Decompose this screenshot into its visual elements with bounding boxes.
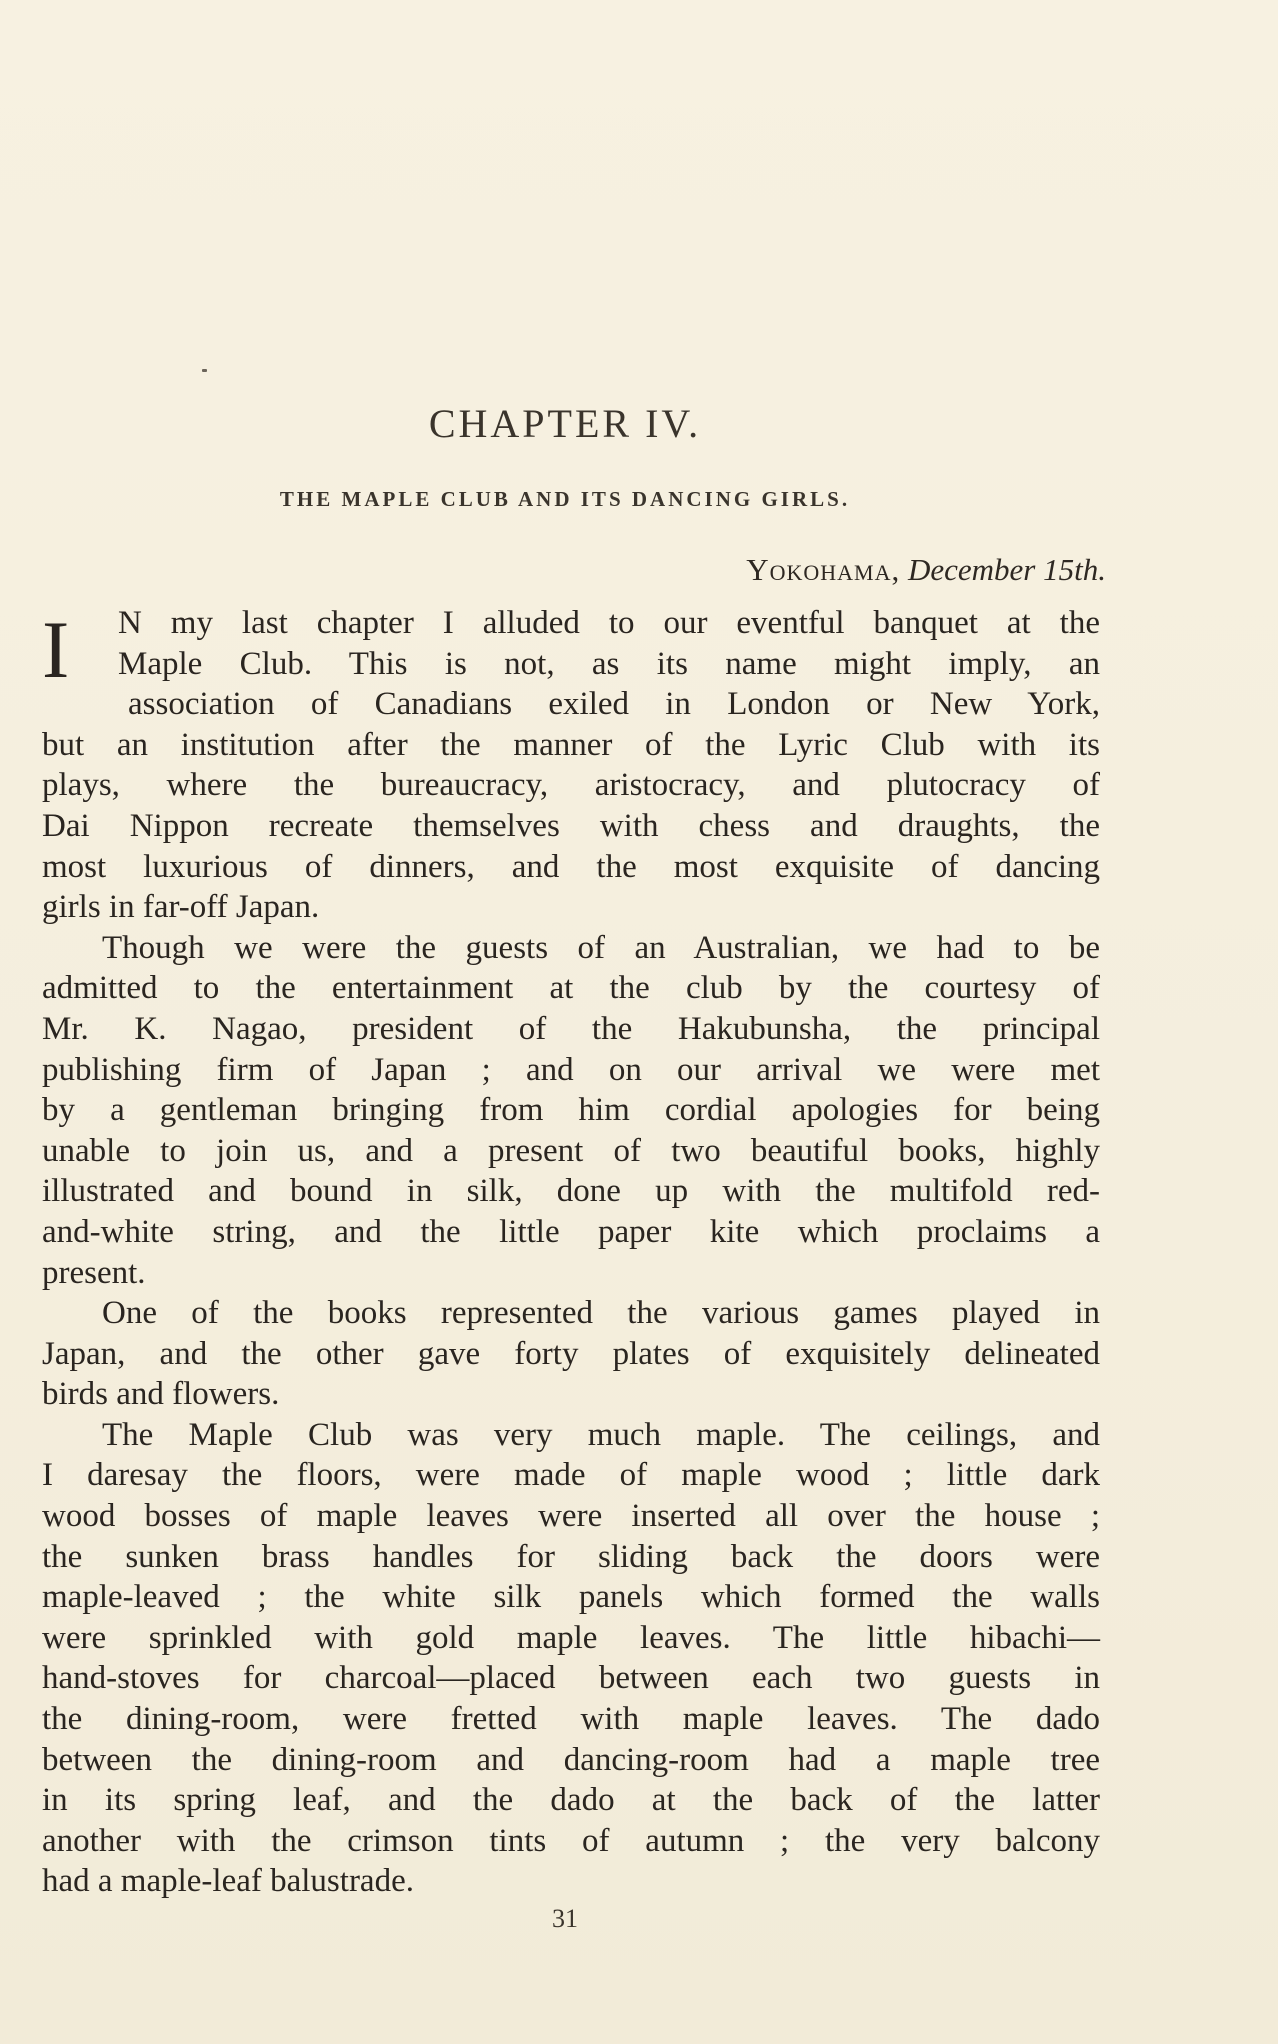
text-line: the sunken brass handles for sliding back the doors were [42, 1538, 1100, 1575]
dateline-place: Yokohama, [746, 552, 901, 587]
body-text [42, 603, 1100, 1902]
text-line: most luxurious of dinners, and the most exquisite of dancing [42, 848, 1100, 885]
text-line: had a maple-leaf balustrade. [42, 1863, 414, 1900]
text-line: wood bosses of maple leaves were inserted all over the house ; [42, 1498, 1100, 1535]
text-line: birds and flowers. [42, 1376, 280, 1413]
text-line: plays, where the bureaucracy, aristocracy, and plutocracy of [42, 767, 1100, 804]
text-line: Dai Nippon recreate themselves with chess and draughts, the [42, 807, 1100, 844]
text-line: admitted to the entertainment at the club by the courtesy of [42, 970, 1100, 1007]
chapter-subtitle: THE MAPLE CLUB AND ITS DANCING GIRLS. [279, 487, 851, 511]
text-line: Though we were the guests of an Australian, we had to be [102, 929, 1100, 966]
text-line: between the dining-room and dancing-room had a maple tree [42, 1741, 1100, 1778]
text-line: N my last chapter I alluded to our eventful banquet at the [118, 605, 1100, 641]
paragraph-1 [42, 603, 1100, 928]
paragraph-3 [42, 1293, 1100, 1415]
text-line: girls in far-off Japan. [42, 889, 320, 926]
chapter-title: CHAPTER IV. [428, 401, 702, 446]
drop-cap: I [42, 604, 70, 695]
text-line: maple-leaved ; the white silk panels which formed the walls [42, 1579, 1100, 1616]
text-line: were sprinkled with gold maple leaves. The little hibachi— [42, 1619, 1100, 1656]
text-line: the dining-room, were fretted with maple leaves. The dado [42, 1701, 1100, 1738]
text-line: Japan, and the other gave forty plates of exquisitely delineated [42, 1335, 1100, 1372]
paragraph-2 [42, 928, 1100, 1293]
text-line: in its spring leaf, and the dado at the back of the latter [42, 1782, 1100, 1819]
page-number: 31 [552, 1904, 578, 1933]
text-line: I daresay the floors, were made of maple wood ; little dark [42, 1457, 1100, 1494]
text-line: present. [42, 1254, 146, 1291]
text-line: unable to join us, and a present of two beautiful books, highly [42, 1132, 1100, 1169]
text-line: Maple Club. This is not, as its name might imply, an [118, 645, 1100, 682]
text-line: publishing firm of Japan ; and on our arrival we were met [42, 1051, 1100, 1088]
text-line: and-white string, and the little paper kite which proclaims a [42, 1213, 1100, 1250]
text-line: hand-stoves for charcoal—placed between each two guests in [42, 1660, 1100, 1697]
text-line: another with the crimson tints of autumn ; the very balcony [42, 1822, 1100, 1859]
paragraph-4 [42, 1415, 1100, 1902]
text-line: Mr. K. Nagao, president of the Hakubunsha, the principal [42, 1010, 1100, 1047]
text-line: but an institution after the manner of the Lyric Club with its [42, 726, 1100, 763]
dateline-date: December 15th. [908, 552, 1106, 587]
text-line: association of Canadians exiled in London or New York, [128, 686, 1100, 723]
ink-speck [202, 369, 207, 372]
text-line: The Maple Club was very much maple. The ceilings, and [102, 1416, 1100, 1453]
dateline [746, 552, 1106, 588]
text-line: illustrated and bound in silk, done up with the multifold red- [42, 1173, 1100, 1210]
text-line: by a gentleman bringing from him cordial apologies for being [42, 1092, 1100, 1129]
text-line: One of the books represented the various games played in [102, 1295, 1100, 1332]
